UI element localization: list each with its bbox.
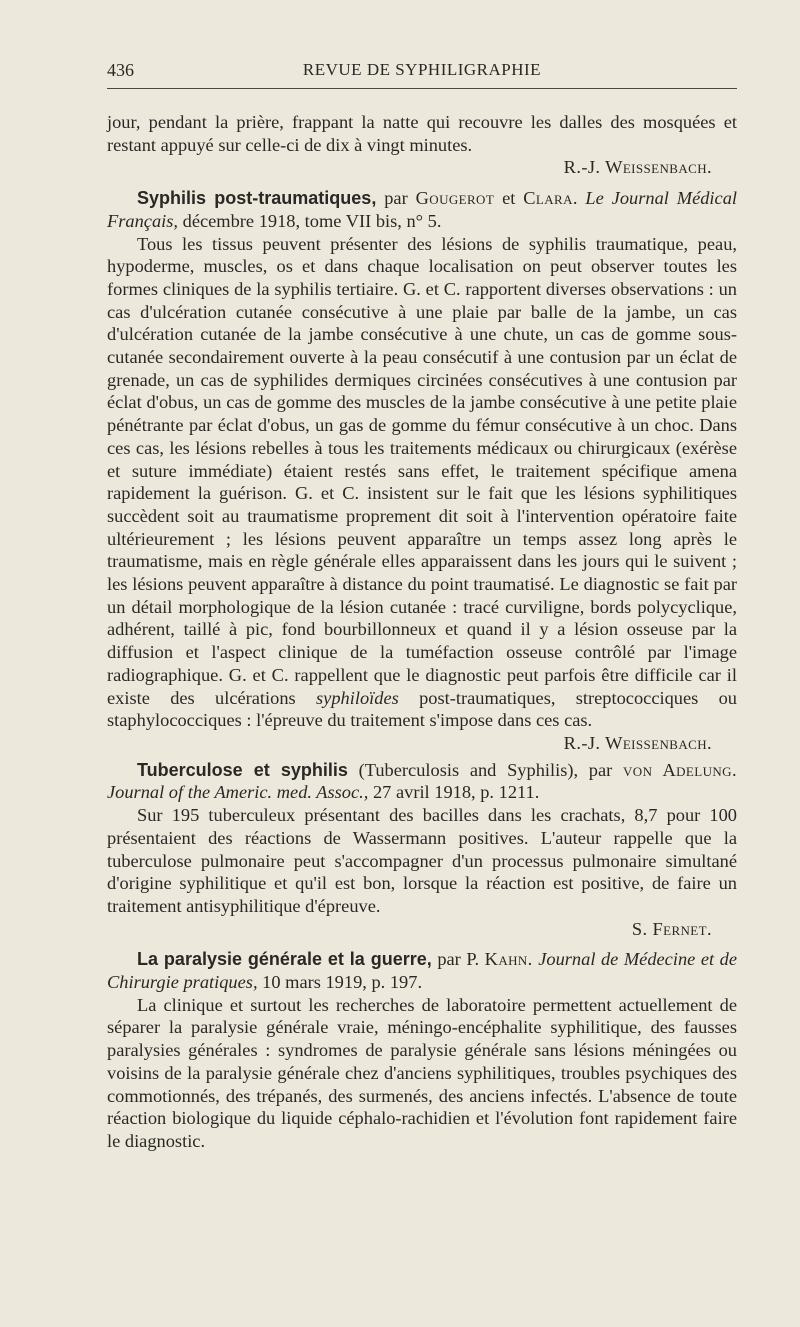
reference: 10 mars 1919, p. 197. — [262, 972, 423, 993]
signature: S. Fernet. — [631, 918, 712, 939]
author: Clara — [523, 188, 573, 209]
page-body — [107, 111, 737, 1153]
page-header — [107, 58, 737, 89]
continuation-text: jour, pendant la prière, frappant la natte qui recouvre les dalles des mosquées et restant appuyé sur celle-ci de dix à vingt minutes. — [107, 112, 737, 155]
signature: R.-J. Weissenbach. — [563, 157, 712, 178]
journal-name: Le Journal Médical Français, — [107, 188, 737, 231]
article-body: Sur 195 tuberculeux présentant des bacilles dans les crachats, 8,7 pour 100 présentaient des réactions de Wassermann positives. L'auteur rappelle que la tuberculose pulmonaire peut s'accompagner d'un processus pulmonaire simultané d'origine syphilitique et qu'il est bon, lorsque la réaction est positive, de faire un traitement antisyphilitique d'épreuve. — [107, 805, 737, 916]
article-title: Tuberculose et syphilis — [137, 759, 348, 780]
article-title: La paralysie générale et la guerre, — [137, 949, 432, 970]
article-body: Tous les tissus peuvent présenter des lésions de syphilis traumatique, peau, hypoderme, muscles, os et dans chaque localisation on peut observer toutes les formes cliniques de la syphilis tertiaire. G. et C. rapportent diverses observations : un cas d'ulcération cutanée consécutive à une plaie par balle de la jambe, un cas d'ulcération cutanée de la jambe consécutive à une chute, un cas de gomme sous-cutanée secondairement ouverte à la peau consécutif à une contusion par un éclat de grenade, un cas de syphilides dermiques circinées consécutives à une contusion par éclat d'obus, un cas de gomme des muscles de la jambe consécutive à une petite plaie pénétrante par éclat d'obus, un gas de gomme du fémur consécutive à un choc. Dans ces cas, les lésions rebelles à tous les traitements médicaux ou chirurgicaux (exérèse et suture immédiate) étaient restés sans effet, le traitement spécifique amena rapidement la guérison. G. et C. insistent sur le fait que les lésions syphilitiques succèdent soit au traumatisme proprement dit soit à l'intervention opératoire faite ultérieurement ; les lésions peuvent apparaître un temps assez long après le traumatisme, mais en règle générale elles apparaissent dans les jours qui le suivent ; les lésions peuvent apparaître à distance du point traumatisé. Le diagnostic se fait par un détail morphologique de la lésion cutanée : tracé curviligne, bords polycyclique, adhérent, taillé à pic, fond bourbillonneux et quand il y a lésion osseuse par la diffusion et l'aspect clinique de la tuméfaction osseuse contrôlé par l'image radiographique. G. et C. rappellent que le diagnostic peut parfois être difficile car il existe des ulcérations syphiloïdes post-traumatiques, streptococciques ou staphylococciques : l'épreuve du traitement s'impose dans ces cas. — [107, 233, 737, 731]
article-title: Syphilis post-traumatiques, — [137, 188, 377, 209]
article-body: La clinique et surtout les recherches de laboratoire permettent actuellement de séparer la paralysie générale vraie, méningo-encéphalite syphilitique, des fausses paralysies générales : syndromes de paralysie générale sans lésions méningées ou voisins de la paralysie générale chez d'anciens syphilitiques, troubles psychiques des commotionnés, des trépanés, des surmenés, des anciens infectés. L'absence de toute réaction biologique du liquide céphalo-rachidien et l'évolution font rapidement faire le diagnostic. — [107, 994, 737, 1151]
reference: 27 avril 1918, p. 1211. — [372, 782, 540, 803]
signature: R.-J. Weissenbach. — [563, 732, 712, 753]
journal-name: Journal de Médecine et de Chirurgie pratiques, — [107, 949, 737, 993]
journal-name: Journal of the Americ. med. Assoc., — [107, 782, 369, 803]
author: Kahn. — [484, 949, 533, 970]
page-number: 436 — [107, 60, 134, 80]
article-heading: Tuberculose et syphilis (Tuberculosis and Syphilis), par von Adelung. Journal of the Americ. med. Assoc., 27 avril 1918, p. 1211. — [107, 759, 737, 803]
article-heading: La paralysie générale et la guerre, par P. Kahn. Journal de Médecine et de Chirurgie pratiques, 10 mars 1919, p. 197. — [107, 949, 737, 993]
article-heading: Syphilis post-traumatiques, par Gougerot et Clara. Le Journal Médical Français, décembre 1918, tome VII bis, n° 5. — [107, 188, 737, 231]
running-title: REVUE DE SYPHILIGRAPHIE — [302, 60, 542, 79]
reference: décembre 1918, tome VII bis, n° 5. — [182, 210, 442, 231]
author: von Adelung. — [623, 759, 737, 780]
author: Gougerot — [415, 188, 495, 209]
